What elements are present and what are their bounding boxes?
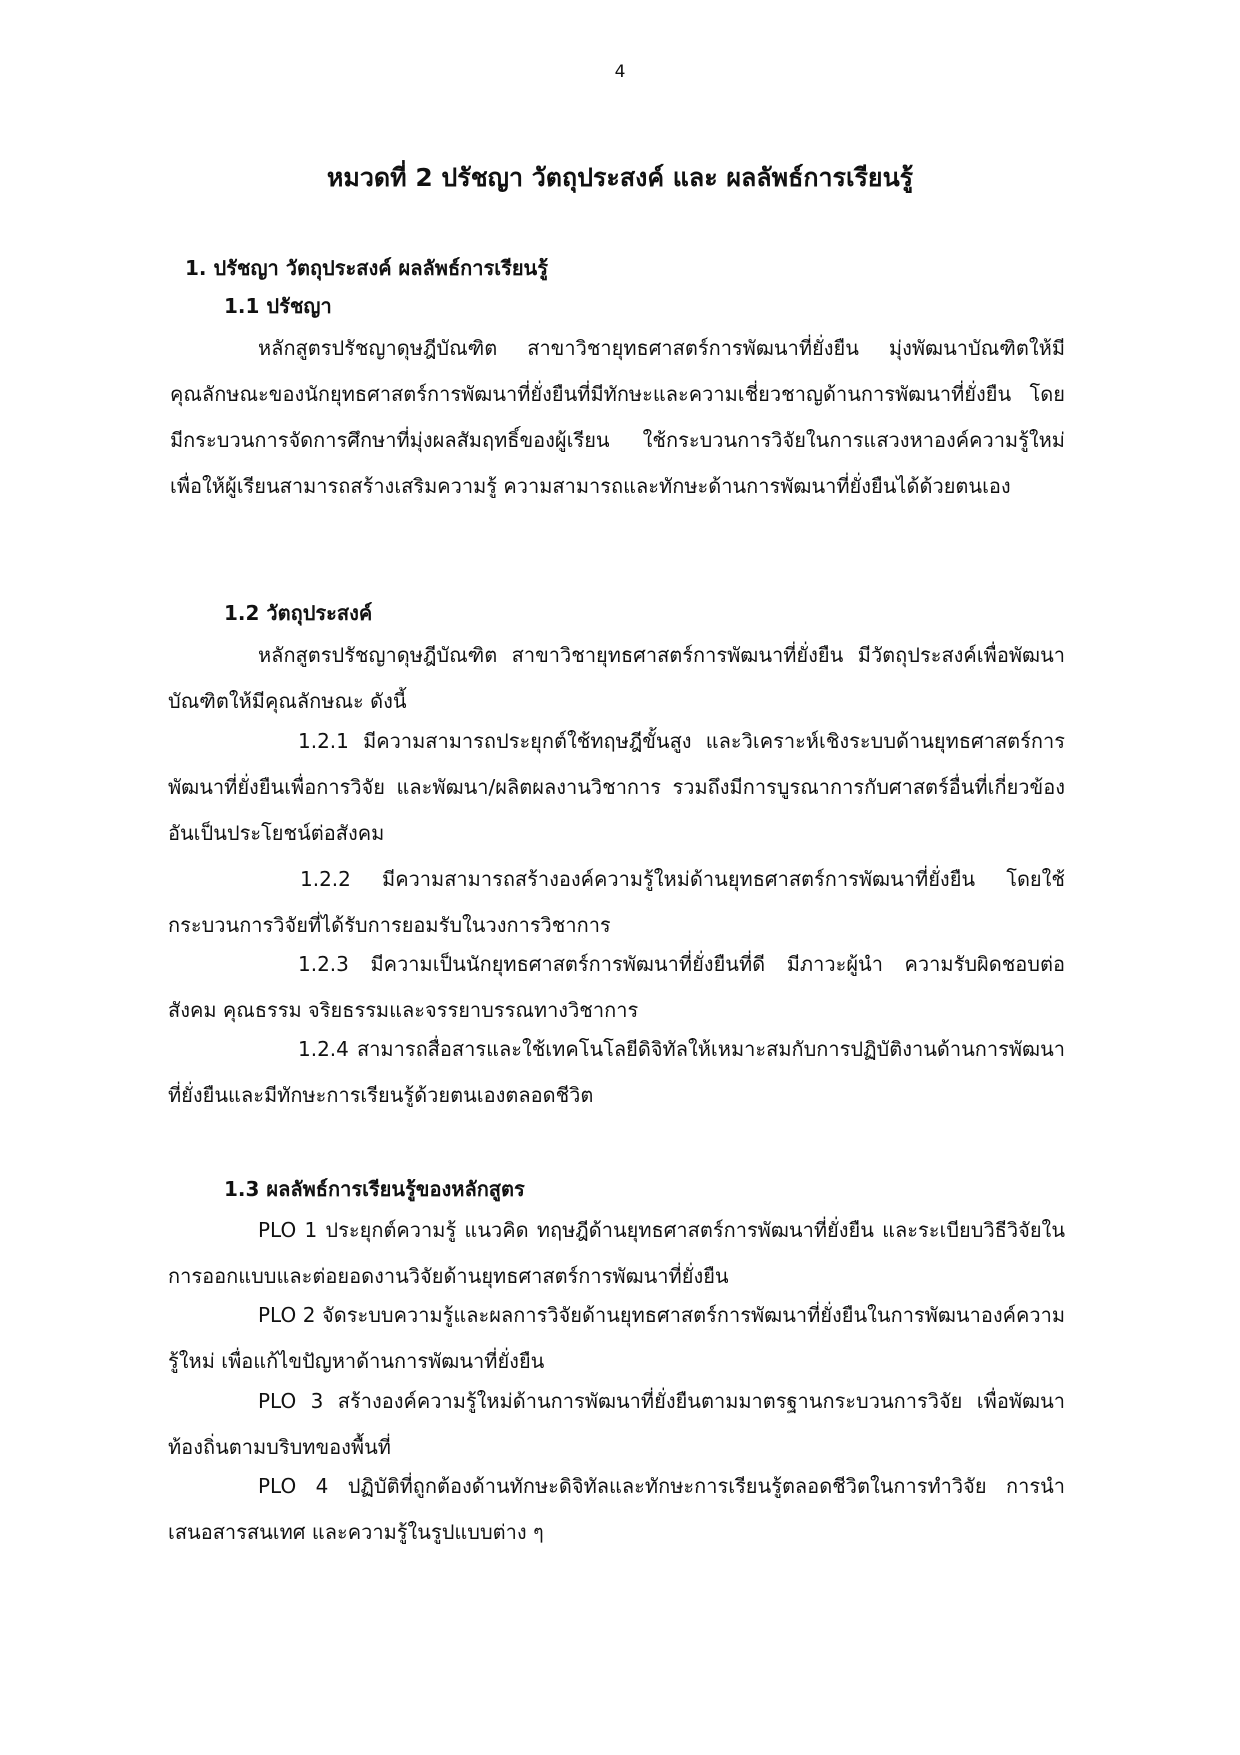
plo-item: PLO 4 ปฏิบัติที่ถูกต้องด้านทักษะดิจิทัลและทักษะการเรียนรู้ตลอดชีวิตในการทำวิจัย การนำเสนอสารสนเทศ และความรู้ในรูปแบบต่าง ๆ — [168, 1474, 1065, 1544]
plo-item: PLO 1 ประยุกต์ความรู้ แนวคิด ทฤษฎีด้านยุทธศาสตร์การพัฒนาที่ยั่งยืน และระเบียบวิธีวิจัยในการออกแบบและต่อยอดงานวิจัยด้านยุทธศาสตร์การพัฒนาที่ยั่งยืน — [168, 1218, 1065, 1288]
plo-item: PLO 2 จัดระบบความรู้และผลการวิจัยด้านยุทธศาสตร์การพัฒนาที่ยั่งยืนในการพัฒนาองค์ความรู้ใหม่ เพื่อแก้ไขปัญหาด้านการพัฒนาที่ยั่งยืน — [168, 1303, 1065, 1373]
objectives-intro: หลักสูตรปรัชญาดุษฎีบัณฑิต สาขาวิชายุทธศาสตร์การพัฒนาที่ยั่งยืน มีวัตถุประสงค์เพื่อพัฒนาบัณฑิตให้มีคุณลักษณะ ดังนี้ — [168, 643, 1065, 713]
objective-item: 1.2.3 มีความเป็นนักยุทธศาสตร์การพัฒนาที่ยั่งยืนที่ดี มีภาวะผู้นำ ความรับผิดชอบต่อสังคม คุณธรรม จริยธรรมและจรรยาบรรณทางวิชาการ — [168, 952, 1065, 1022]
section-1-heading: 1. ปรัชญา วัตถุประสงค์ ผลลัพธ์การเรียนรู้ — [185, 256, 548, 280]
philosophy-paragraph: หลักสูตรปรัชญาดุษฎีบัณฑิต สาขาวิชายุทธศาสตร์การพัฒนาที่ยั่งยืน มุ่งพัฒนาบัณฑิตให้มีคุณลักษณะของนักยุทธศาสตร์การพัฒนาที่ยั่งยืนที่มีทักษะและความเชี่ยวชาญด้านการพัฒนาที่ยั่งยืน โดยมีกระบวนการจัดการศึกษาที่มุ่งผลสัมฤทธิ์ของผู้เรียน ใช้กระบวนการวิจัยในการแสวงหาองค์ความรู้ใหม่ เพื่อให้ผู้เรียนสามารถสร้างเสริมความรู้ ความสามารถและทักษะด้านการพัฒนาที่ยั่งยืนได้ด้วยตนเอง — [170, 336, 1065, 498]
objective-item: 1.2.2 มีความสามารถสร้างองค์ความรู้ใหม่ด้านยุทธศาสตร์การพัฒนาที่ยั่งยืน โดยใช้กระบวนการวิจัยที่ได้รับการยอมรับในวงการวิชาการ — [168, 867, 1065, 937]
objective-item: 1.2.1 มีความสามารถประยุกต์ใช้ทฤษฎีขั้นสูง และวิเคราะห์เชิงระบบด้านยุทธศาสตร์การพัฒนาที่ยั่งยืนเพื่อการวิจัย และพัฒนา/ผลิตผลงานวิชาการ รวมถึงมีการบูรณาการกับศาสตร์อื่นที่เกี่ยวข้องอันเป็นประโยชน์ต่อสังคม — [168, 729, 1065, 845]
plo-item: PLO 3 สร้างองค์ความรู้ใหม่ด้านการพัฒนาที่ยั่งยืนตามมาตรฐานกระบวนการวิจัย เพื่อพัฒนาท้องถิ่นตามบริบทของพื้นที่ — [168, 1389, 1065, 1459]
objective-item: 1.2.4 สามารถสื่อสารและใช้เทคโนโลยีดิจิทัลให้เหมาะสมกับการปฏิบัติงานด้านการพัฒนาที่ยั่งยืนและมีทักษะการเรียนรู้ด้วยตนเองตลอดชีวิต — [168, 1037, 1065, 1107]
chapter-title: หมวดที่ 2 ปรัชญา วัตถุประสงค์ และ ผลลัพธ์การเรียนรู้ — [326, 163, 914, 192]
plo-heading: 1.3 ผลลัพธ์การเรียนรู้ของหลักสูตร — [224, 1177, 525, 1201]
philosophy-heading: 1.1 ปรัชญา — [224, 294, 332, 318]
page-number: 4 — [614, 62, 626, 82]
objectives-heading: 1.2 วัตถุประสงค์ — [224, 601, 373, 625]
